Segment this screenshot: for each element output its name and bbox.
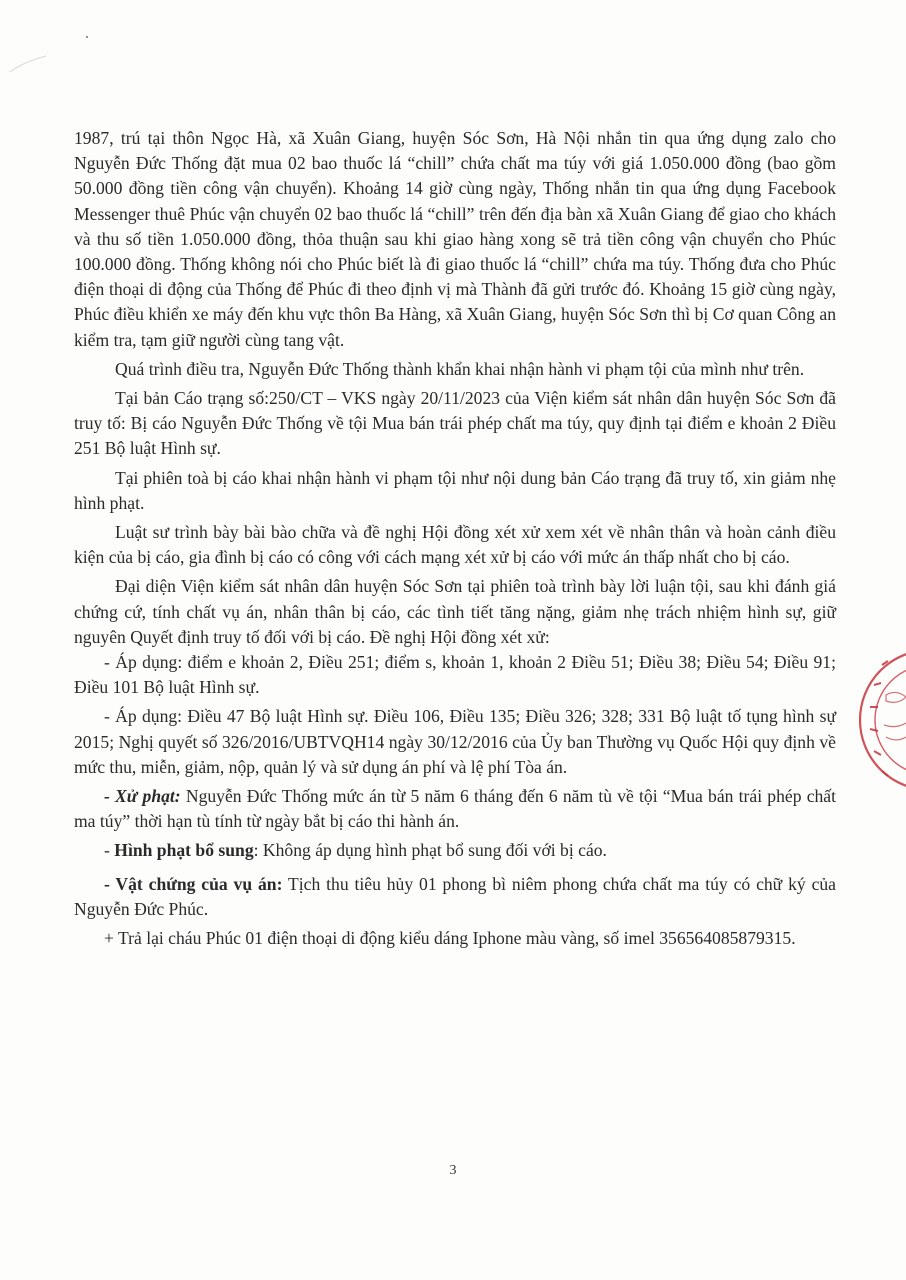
evidence-label: - Vật chứng của vụ án:	[104, 873, 283, 894]
paragraph-applied-articles-procedure: - Áp dụng: Điều 47 Bộ luật Hình sự. Điều 106, Điều 135; Điều 326; 328; 331 Bộ luật tố tụng hình sự 2015; Nghị quyết số 326/2016/UBTVQH14 ngày 30/12/2016 của Ủy ban Thường vụ Quốc Hội quy định về mức thu, miễn, giảm, nộp, quản lý và sử dụng án phí và lệ phí Tòa án.	[74, 706, 836, 777]
paragraph-prosecutor-argument: Đại diện Viện kiểm sát nhân dân huyện Sóc Sơn tại phiên toà trình bày lời luận tội, sau khi đánh giá chứng cứ, tính chất vụ án, nhân thân bị cáo, các tình tiết tăng nặng, giảm nhẹ trách nhiệm hình sự, giữ nguyên Quyết định truy tố đối với bị cáo. Đề nghị Hội đồng xét xử:	[74, 576, 836, 647]
scan-artifact-mark	[8, 52, 48, 76]
sentence-text: Nguyễn Đức Thống mức án từ 5 năm 6 tháng đến 6 năm tù về tội “Mua bán trái phép chất ma túy” thời hạn tù tính từ ngày bắt bị cáo thi hành án.	[74, 786, 837, 832]
paragraph-return-phone: + Trả lại cháu Phúc 01 điện thoại di động kiểu dáng Iphone màu vàng, số imel 356564085879315.	[104, 928, 796, 949]
paragraph-lawyer-defense: Luật sư trình bày bài bào chữa và đề nghị Hội đồng xét xử xem xét về nhân thân và hoàn cảnh điều kiện của bị cáo, gia đình bị cáo có công với cách mạng xét xử bị cáo với mức án thấp nhất cho bị cáo.	[74, 522, 836, 568]
sentence-label: - Xử phạt:	[104, 786, 181, 807]
paragraph-investigation: Quá trình điều tra, Nguyễn Đức Thống thành khẩn khai nhận hành vi phạm tội của mình như trên.	[115, 358, 805, 379]
scan-speck	[86, 36, 88, 38]
additional-penalty-text: : Không áp dụng hình phạt bổ sung đối với bị cáo.	[253, 840, 607, 861]
paragraph-sentence	[74, 784, 836, 834]
paragraph-defendant-statement: Tại phiên toà bị cáo khai nhận hành vi phạm tội như nội dung bản Cáo trạng đã truy tố, xin giảm nhẹ hình phạt.	[74, 467, 836, 513]
additional-penalty-prefix: -	[104, 840, 115, 861]
paragraph-applied-articles-criminal-code: - Áp dụng: điểm e khoản 2, Điều 251; điểm s, khoản 1, khoản 2 Điều 51; Điều 38; Điều 54; Điều 91; Điều 101 Bộ luật Hình sự.	[74, 652, 836, 698]
paragraph-incident-details: 1987, trú tại thôn Ngọc Hà, xã Xuân Giang, huyện Sóc Sơn, Hà Nội nhắn tin qua ứng dụng zalo cho Nguyễn Đức Thống đặt mua 02 bao thuốc lá “chill” chứa chất ma túy với giá 1.050.000 đồng (bao gồm 50.000 đồng tiền công vận chuyển). Khoảng 14 giờ cùng ngày, Thống nhắn tin qua ứng dụng Facebook Messenger thuê Phúc vận chuyển 02 bao thuốc lá “chill” trên đến địa bàn xã Xuân Giang để giao cho khách và thu số tiền 1.050.000 đồng, thỏa thuận sau khi giao hàng xong sẽ trả tiền công vận chuyển cho Phúc 100.000 đồng. Thống không nói cho Phúc biết là đi giao thuốc lá “chill” chứa ma túy. Thống đưa cho Phúc điện thoại di động của Thống để Phúc đi theo định vị mà Thành đã gửi trước đó. Khoảng 15 giờ cùng ngày, Phúc điều khiển xe máy đến khu vực thôn Ba Hàng, xã Xuân Giang, huyện Sóc Sơn thì bị Cơ quan Công an kiểm tra, tạm giữ người cùng tang vật.	[74, 128, 836, 350]
court-seal-stamp	[852, 625, 906, 815]
evidence-text: Tịch thu tiêu hủy 01 phong bì niêm phong chứa chất ma túy có chữ ký của Nguyễn Đức Phúc.	[74, 873, 836, 919]
additional-penalty-label: Hình phạt bổ sung	[114, 840, 254, 861]
page-number: 3	[449, 1163, 457, 1178]
paragraph-indictment: Tại bản Cáo trạng số:250/CT – VKS ngày 20/11/2023 của Viện kiểm sát nhân dân huyện Sóc Sơn đã truy tố: Bị cáo Nguyễn Đức Thống về tội Mua bán trái phép chất ma túy, quy định tại điểm e khoản 2 Điều 251 Bộ luật Hình sự.	[74, 388, 836, 459]
paragraph-evidence	[74, 872, 836, 922]
paragraph-additional-penalty	[74, 838, 836, 863]
document-body	[74, 126, 836, 955]
